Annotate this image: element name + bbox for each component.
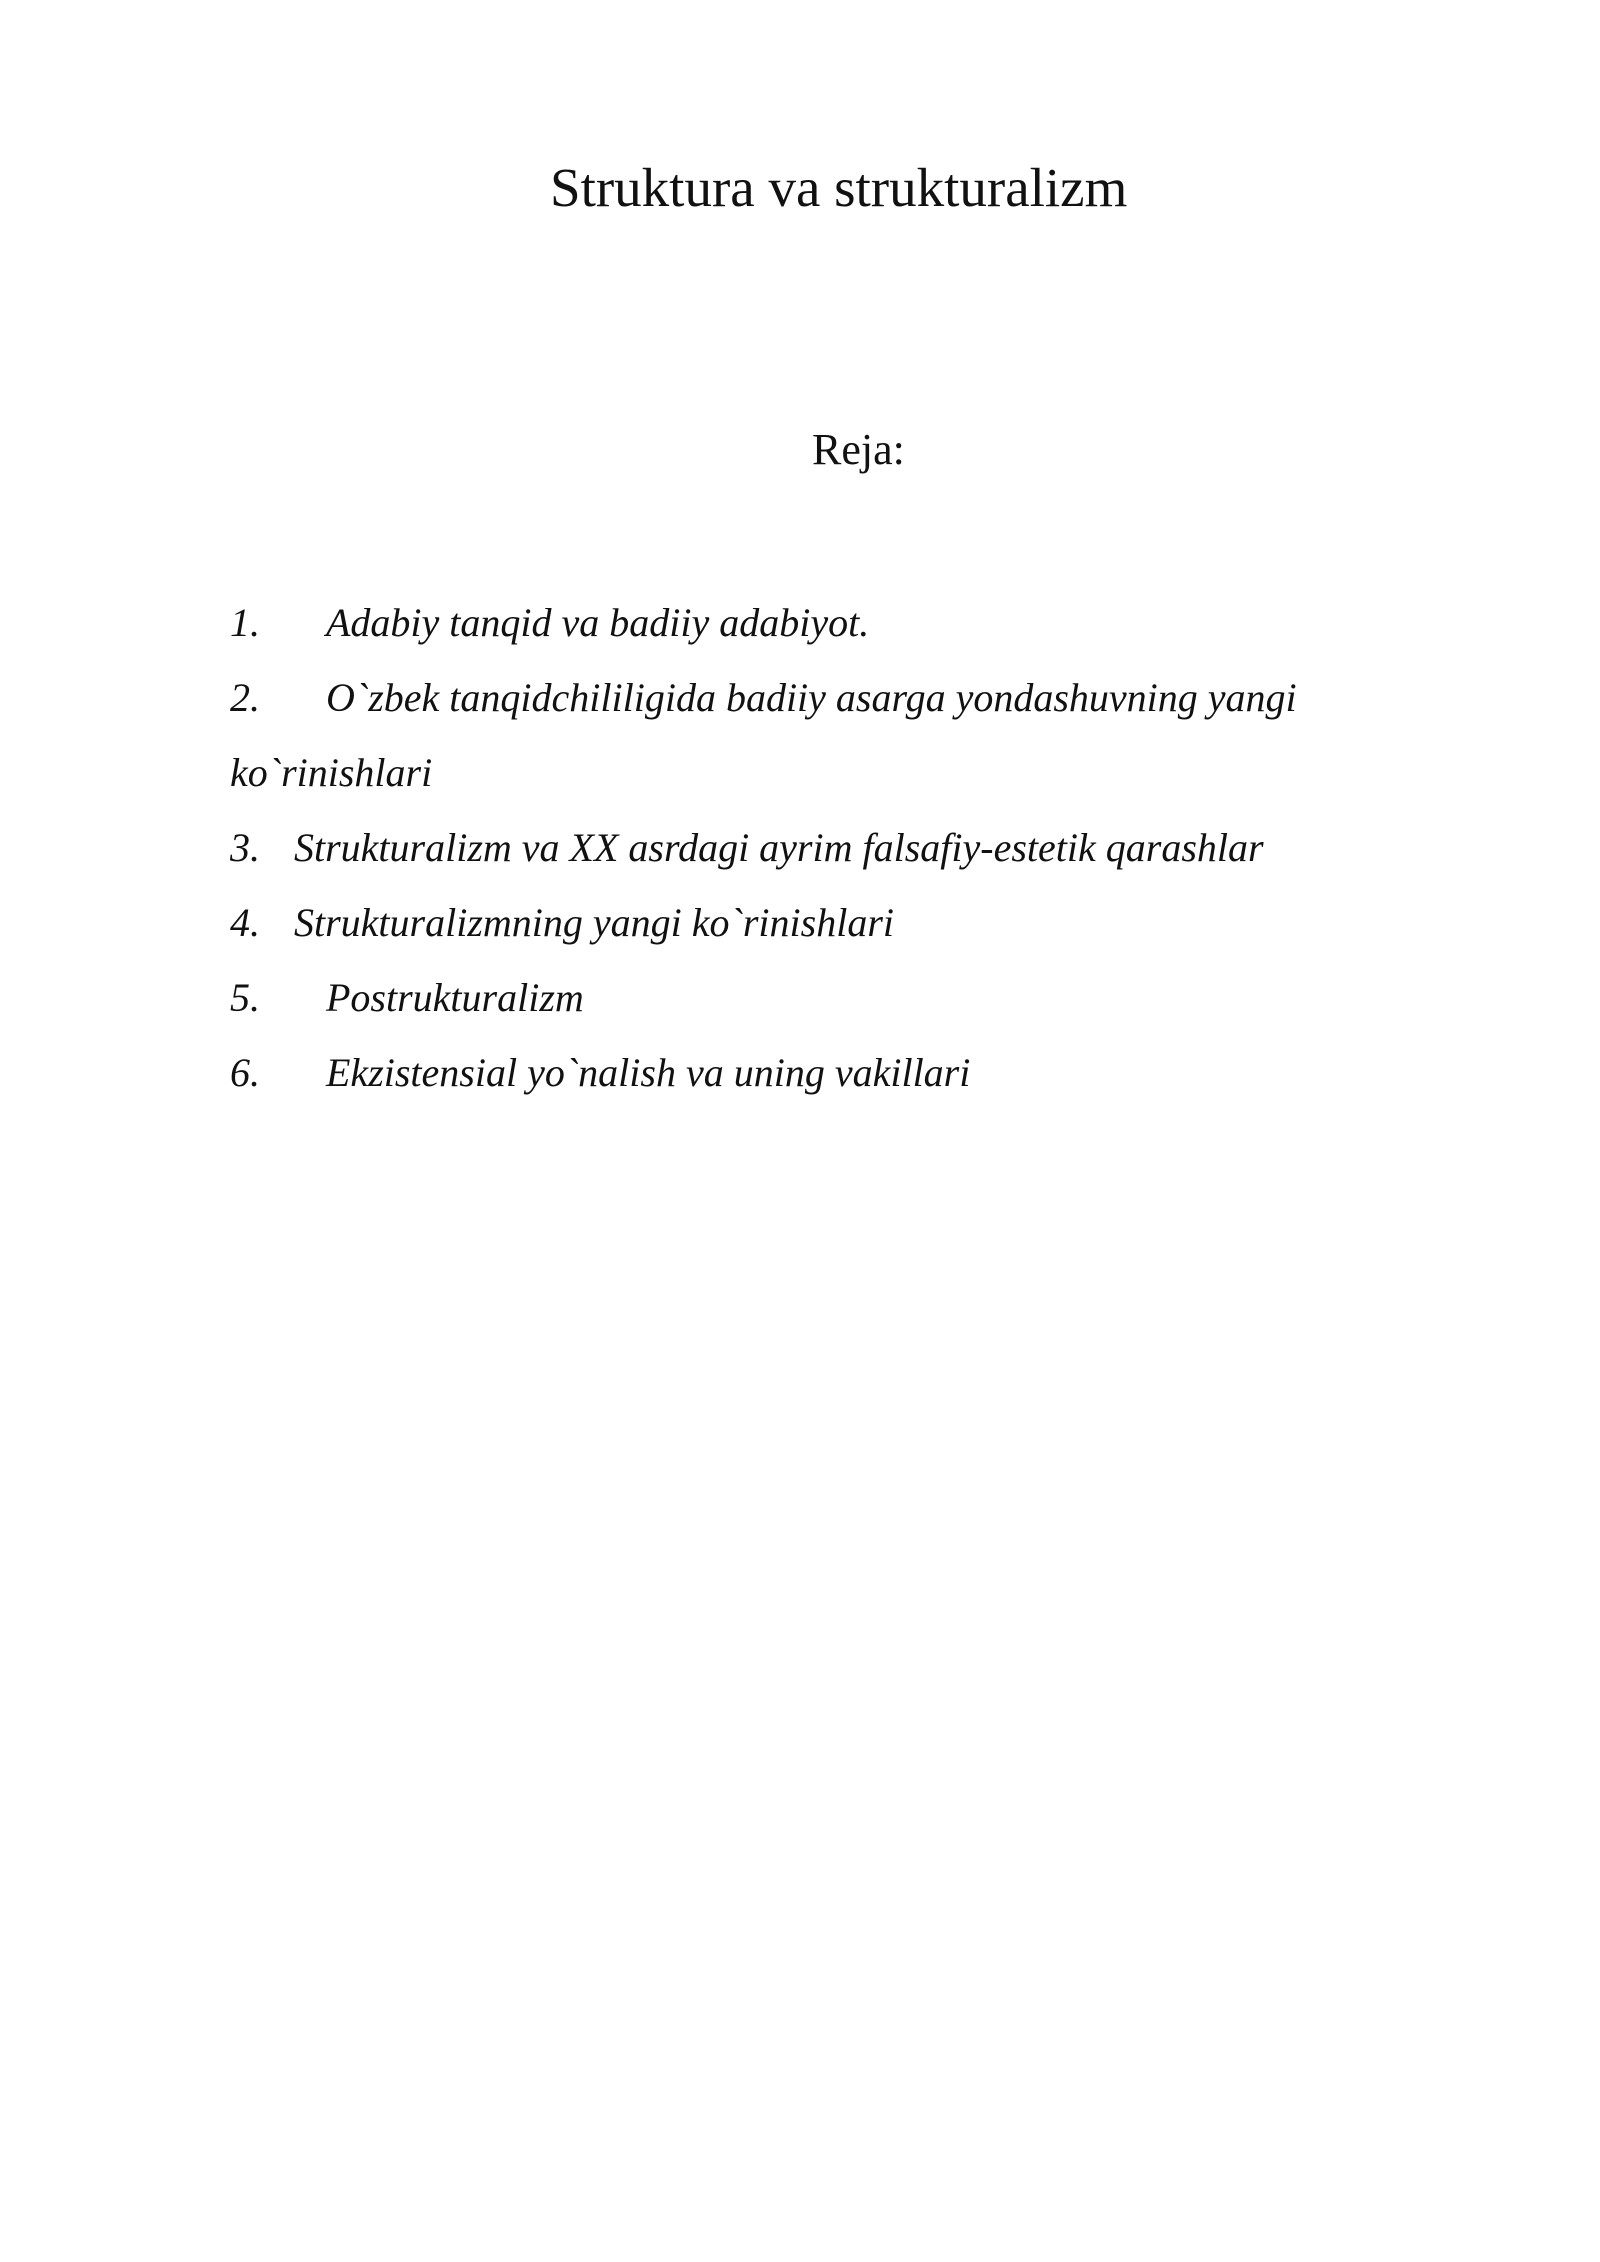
list-item-number: 1. <box>230 600 260 645</box>
list-item <box>230 660 1430 735</box>
list-item-number: 3. <box>230 825 260 870</box>
document-title: Struktura va strukturalizm <box>550 157 1128 218</box>
list-item-number: 6. <box>230 1050 260 1095</box>
plan-heading: Reja: <box>812 425 905 474</box>
list-item <box>230 585 1430 660</box>
list-item-number: 5. <box>230 975 260 1020</box>
list-item <box>230 960 1430 1035</box>
list-item-text: O`zbek tanqidchililigida badiiy asarga yondashuvning yangi <box>326 675 1297 720</box>
list-item-text: Strukturalizmning yangi ko`rinishlari <box>294 900 894 945</box>
list-item-text: Adabiy tanqid va badiiy adabiyot. <box>326 600 870 645</box>
list-item-text: Ekzistensial yo`nalish va uning vakillari <box>326 1050 971 1095</box>
list-item-text: Strukturalizm va XX asrdagi ayrim falsafiy-estetik qarashlar <box>294 825 1264 870</box>
list-item <box>230 810 1430 885</box>
list-item-number: 4. <box>230 900 260 945</box>
list-item-continuation: ko`rinishlari <box>230 750 433 795</box>
list-item <box>230 885 1430 960</box>
list-item-text: Postrukturalizm <box>326 975 584 1020</box>
plan-list <box>230 585 1430 1110</box>
list-item <box>230 1035 1430 1110</box>
list-item-number: 2. <box>230 675 260 720</box>
